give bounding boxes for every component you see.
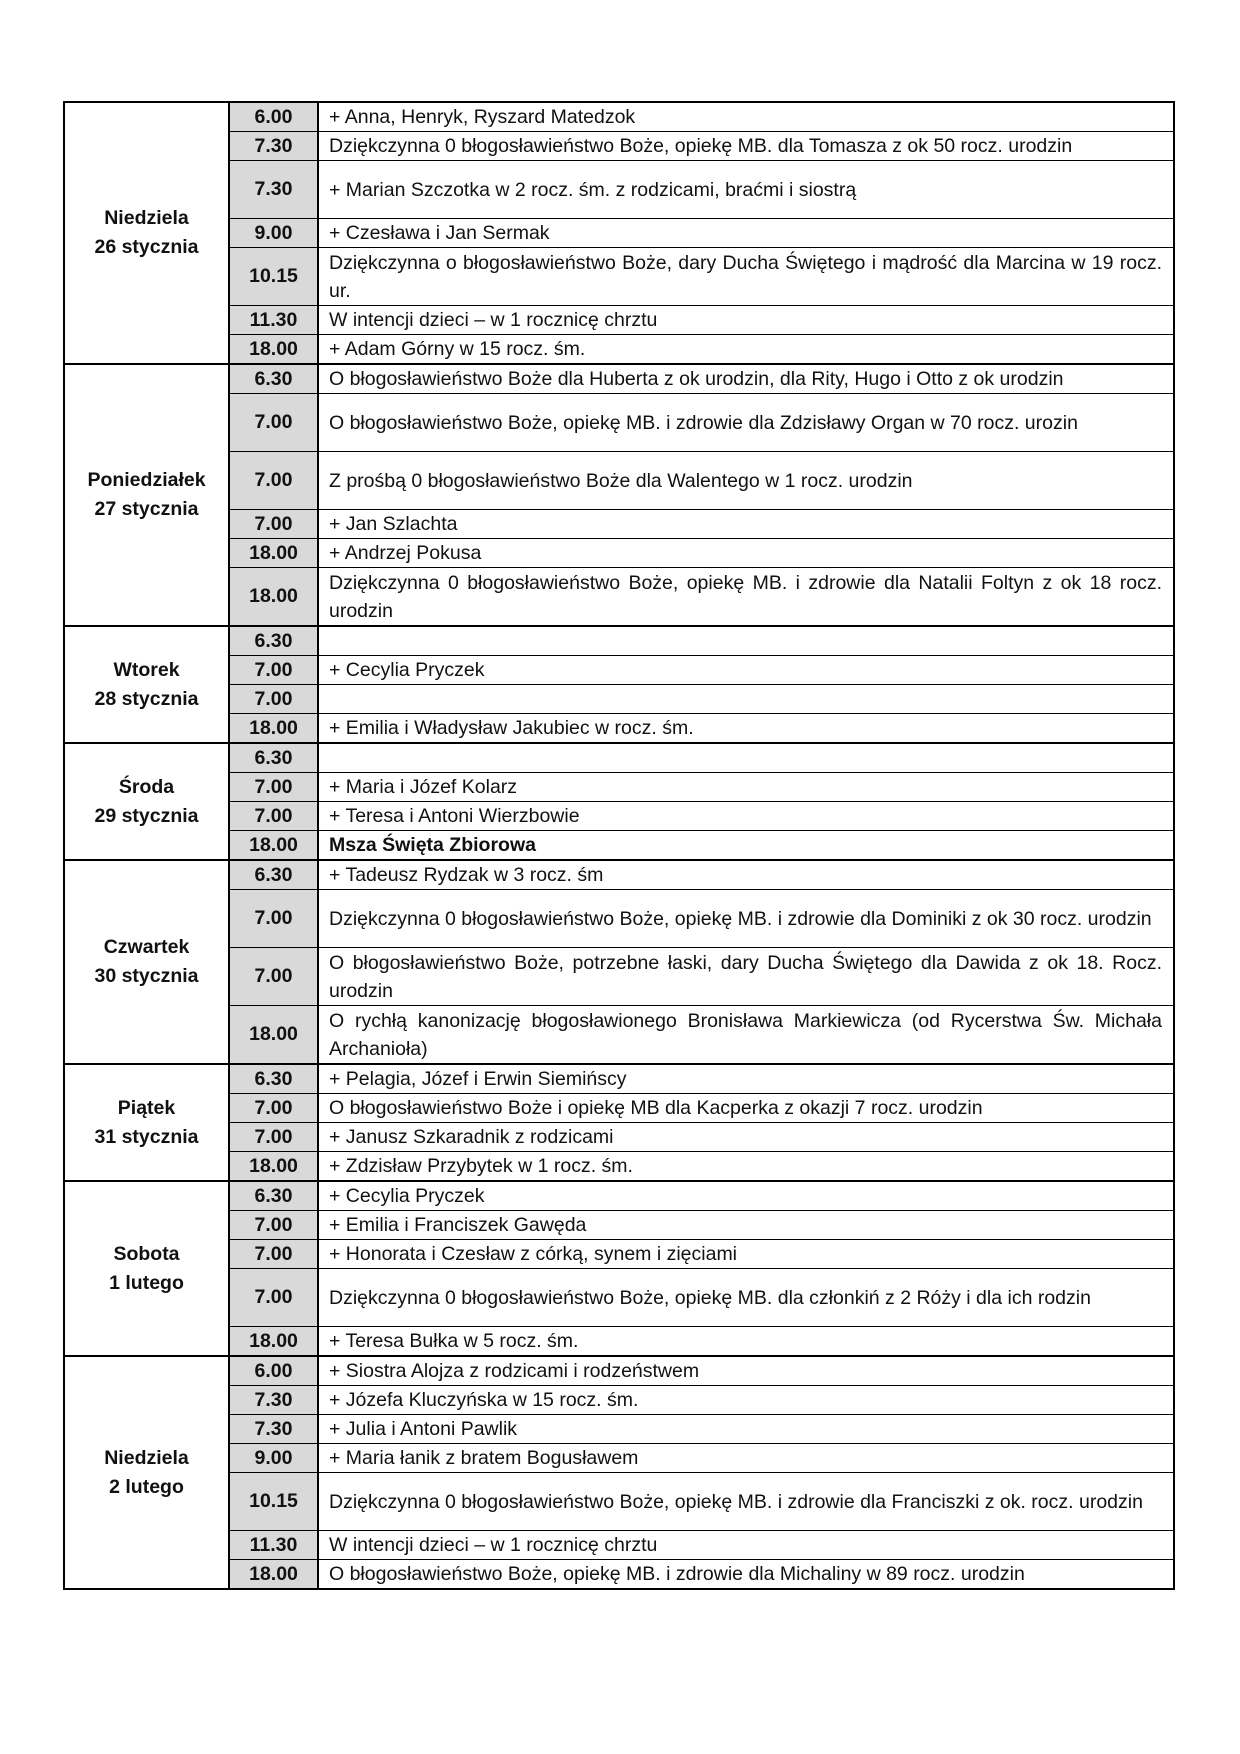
- mass-row: [64, 161, 1174, 219]
- mass-intention: [318, 626, 1174, 656]
- mass-time: 6.30: [229, 860, 318, 890]
- mass-row: [64, 306, 1174, 335]
- mass-time: 7.00: [229, 1269, 318, 1327]
- mass-time: 7.00: [229, 773, 318, 802]
- day-name: Poniedziałek: [87, 469, 206, 491]
- mass-time: 7.00: [229, 1211, 318, 1240]
- mass-intention: + Jan Szlachta: [318, 510, 1174, 539]
- mass-row: [64, 1123, 1174, 1152]
- day-cell: [64, 1181, 229, 1356]
- mass-row: [64, 1064, 1174, 1094]
- mass-time: 7.30: [229, 1386, 318, 1415]
- day-cell: [64, 102, 229, 364]
- mass-time: 18.00: [229, 1006, 318, 1065]
- mass-row: [64, 1269, 1174, 1327]
- mass-row: [64, 773, 1174, 802]
- mass-row: [64, 132, 1174, 161]
- mass-intention: + Maria łanik z bratem Bogusławem: [318, 1444, 1174, 1473]
- mass-intention: + Marian Szczotka w 2 rocz. śm. z rodzicami, braćmi i siostrą: [318, 161, 1174, 219]
- mass-row: [64, 890, 1174, 948]
- day-name: Niedziela: [104, 207, 189, 229]
- day-name: Czwartek: [103, 936, 190, 958]
- mass-intention: Dziękczynna 0 błogosławieństwo Boże, opiekę MB. i zdrowie dla Dominiki z ok 30 rocz. urodzin: [318, 890, 1174, 948]
- mass-time: 7.30: [229, 132, 318, 161]
- mass-row: [64, 394, 1174, 452]
- mass-intention: + Adam Górny w 15 rocz. śm.: [318, 335, 1174, 365]
- mass-time: 7.00: [229, 685, 318, 714]
- mass-row: [64, 248, 1174, 306]
- day-name: Sobota: [113, 1242, 180, 1265]
- day-cell: [64, 1064, 229, 1181]
- mass-intention: O rychłą kanonizację błogosławionego Bronisława Markiewicza (od Rycerstwa Św. Michała Archanioła): [318, 1006, 1174, 1065]
- day-date: 29 stycznia: [94, 804, 199, 827]
- mass-row: [64, 1181, 1174, 1211]
- mass-row: [64, 831, 1174, 861]
- day-cell: [64, 860, 229, 1064]
- day-date: 30 stycznia: [94, 965, 199, 987]
- day-cell: [64, 743, 229, 860]
- day-date: 31 stycznia: [94, 1125, 199, 1148]
- mass-time: 18.00: [229, 1152, 318, 1182]
- day-cell: [64, 626, 229, 743]
- mass-intention: Dziękczynna 0 błogosławieństwo Boże, opiekę MB. i zdrowie dla Natalii Foltyn z ok 18 rocz. urodzin: [318, 568, 1174, 627]
- mass-time: 7.00: [229, 510, 318, 539]
- mass-row: [64, 1444, 1174, 1473]
- mass-time: 7.00: [229, 948, 318, 1006]
- mass-intention: + Janusz Szkaradnik z rodzicami: [318, 1123, 1174, 1152]
- mass-time: 7.00: [229, 1240, 318, 1269]
- mass-intention: + Teresa i Antoni Wierzbowie: [318, 802, 1174, 831]
- mass-time: 11.30: [229, 306, 318, 335]
- mass-time: 18.00: [229, 714, 318, 744]
- mass-intention: + Cecylia Pryczek: [318, 656, 1174, 685]
- mass-time: 18.00: [229, 831, 318, 861]
- mass-intention: + Józefa Kluczyńska w 15 rocz. śm.: [318, 1386, 1174, 1415]
- mass-time: 6.00: [229, 1356, 318, 1386]
- day-date: 26 stycznia: [94, 236, 199, 258]
- mass-intention: W intencji dzieci – w 1 rocznicę chrztu: [318, 1531, 1174, 1560]
- mass-intention: Dziękczynna 0 błogosławieństwo Boże, opiekę MB. dla Tomasza z ok 50 rocz. urodzin: [318, 132, 1174, 161]
- mass-intention: + Pelagia, Józef i Erwin Siemińscy: [318, 1064, 1174, 1094]
- mass-intention: Dziękczynna 0 błogosławieństwo Boże, opiekę MB. dla członkiń z 2 Róży i dla ich rodzin: [318, 1269, 1174, 1327]
- mass-time: 7.00: [229, 1094, 318, 1123]
- mass-intention: O błogosławieństwo Boże dla Huberta z ok urodzin, dla Rity, Hugo i Otto z ok urodzin: [318, 364, 1174, 394]
- mass-row: [64, 860, 1174, 890]
- mass-intention: + Czesława i Jan Sermak: [318, 219, 1174, 248]
- mass-row: [64, 1356, 1174, 1386]
- mass-intention: Dziękczynna o błogosławieństwo Boże, dary Ducha Świętego i mądrość dla Marcina w 19 rocz. ur.: [318, 248, 1174, 306]
- day-date: 1 lutego: [109, 1271, 184, 1294]
- day-name: Niedziela: [104, 1446, 189, 1469]
- mass-row: [64, 510, 1174, 539]
- day-name: Piątek: [117, 1096, 176, 1119]
- mass-row: [64, 626, 1174, 656]
- mass-time: 7.00: [229, 656, 318, 685]
- mass-time: 18.00: [229, 1560, 318, 1590]
- mass-intention: + Teresa Bułka w 5 rocz. śm.: [318, 1327, 1174, 1357]
- mass-time: 7.30: [229, 161, 318, 219]
- mass-row: [64, 364, 1174, 394]
- mass-time: 6.30: [229, 1181, 318, 1211]
- mass-time: 7.00: [229, 1123, 318, 1152]
- mass-time: 6.30: [229, 743, 318, 773]
- mass-time: 18.00: [229, 539, 318, 568]
- mass-intention: O błogosławieństwo Boże, potrzebne łaski, dary Ducha Świętego dla Dawida z ok 18. Rocz. urodzin: [318, 948, 1174, 1006]
- mass-intention: O błogosławieństwo Boże, opiekę MB. i zdrowie dla Zdzisławy Organ w 70 rocz. urozin: [318, 394, 1174, 452]
- mass-intention: + Emilia i Franciszek Gawęda: [318, 1211, 1174, 1240]
- mass-time: 7.00: [229, 452, 318, 510]
- day-name: Środa: [118, 775, 175, 798]
- mass-row: [64, 685, 1174, 714]
- mass-time: 6.30: [229, 1064, 318, 1094]
- mass-time: 18.00: [229, 1327, 318, 1357]
- mass-intention: Msza Święta Zbiorowa: [318, 831, 1174, 861]
- mass-row: [64, 568, 1174, 627]
- mass-intention: + Siostra Alojza z rodzicami i rodzeństwem: [318, 1356, 1174, 1386]
- mass-row: [64, 948, 1174, 1006]
- mass-row: [64, 539, 1174, 568]
- mass-row: [64, 1327, 1174, 1357]
- mass-schedule-table: [63, 101, 1175, 1590]
- mass-intention: + Maria i Józef Kolarz: [318, 773, 1174, 802]
- mass-time: 6.30: [229, 364, 318, 394]
- mass-intention: Dziękczynna 0 błogosławieństwo Boże, opiekę MB. i zdrowie dla Franciszki z ok. rocz. urodzin: [318, 1473, 1174, 1531]
- mass-time: 9.00: [229, 1444, 318, 1473]
- mass-time: 9.00: [229, 219, 318, 248]
- day-date: 27 stycznia: [94, 498, 199, 520]
- mass-row: [64, 1560, 1174, 1590]
- mass-intentions-sheet: [63, 101, 1175, 1590]
- mass-row: [64, 714, 1174, 744]
- mass-intention: + Honorata i Czesław z córką, synem i zięciami: [318, 1240, 1174, 1269]
- day-date: 28 stycznia: [94, 687, 199, 710]
- mass-row: [64, 1240, 1174, 1269]
- day-cell: [64, 1356, 229, 1589]
- mass-time: 6.00: [229, 102, 318, 132]
- day-date: 2 lutego: [109, 1475, 184, 1498]
- mass-row: [64, 1386, 1174, 1415]
- mass-intention: + Cecylia Pryczek: [318, 1181, 1174, 1211]
- mass-intention: [318, 685, 1174, 714]
- mass-time: 7.00: [229, 802, 318, 831]
- mass-time: 10.15: [229, 248, 318, 306]
- mass-row: [64, 452, 1174, 510]
- day-cell: [64, 364, 229, 626]
- mass-row: [64, 1211, 1174, 1240]
- mass-row: [64, 656, 1174, 685]
- mass-row: [64, 743, 1174, 773]
- mass-time: 10.15: [229, 1473, 318, 1531]
- mass-row: [64, 102, 1174, 132]
- mass-intention: + Andrzej Pokusa: [318, 539, 1174, 568]
- mass-row: [64, 219, 1174, 248]
- mass-time: 18.00: [229, 335, 318, 365]
- mass-time: 11.30: [229, 1531, 318, 1560]
- mass-row: [64, 1415, 1174, 1444]
- mass-intention: O błogosławieństwo Boże, opiekę MB. i zdrowie dla Michaliny w 89 rocz. urodzin: [318, 1560, 1174, 1590]
- mass-intention: Z prośbą 0 błogosławieństwo Boże dla Walentego w 1 rocz. urodzin: [318, 452, 1174, 510]
- mass-row: [64, 335, 1174, 365]
- mass-row: [64, 1094, 1174, 1123]
- mass-time: 7.00: [229, 890, 318, 948]
- day-name: Wtorek: [113, 658, 180, 681]
- mass-time: 6.30: [229, 626, 318, 656]
- mass-row: [64, 1473, 1174, 1531]
- mass-row: [64, 1006, 1174, 1065]
- mass-row: [64, 1531, 1174, 1560]
- mass-intention: O błogosławieństwo Boże i opiekę MB dla Kacperka z okazji 7 rocz. urodzin: [318, 1094, 1174, 1123]
- mass-intention: + Zdzisław Przybytek w 1 rocz. śm.: [318, 1152, 1174, 1182]
- mass-intention: + Emilia i Władysław Jakubiec w rocz. śm.: [318, 714, 1174, 744]
- mass-row: [64, 802, 1174, 831]
- mass-time: 7.00: [229, 394, 318, 452]
- mass-intention: + Anna, Henryk, Ryszard Matedzok: [318, 102, 1174, 132]
- mass-intention: W intencji dzieci – w 1 rocznicę chrztu: [318, 306, 1174, 335]
- mass-time: 7.30: [229, 1415, 318, 1444]
- mass-time: 18.00: [229, 568, 318, 627]
- mass-intention: + Julia i Antoni Pawlik: [318, 1415, 1174, 1444]
- mass-row: [64, 1152, 1174, 1182]
- mass-intention: [318, 743, 1174, 773]
- schedule-body: [64, 102, 1174, 1589]
- mass-intention: + Tadeusz Rydzak w 3 rocz. śm: [318, 860, 1174, 890]
